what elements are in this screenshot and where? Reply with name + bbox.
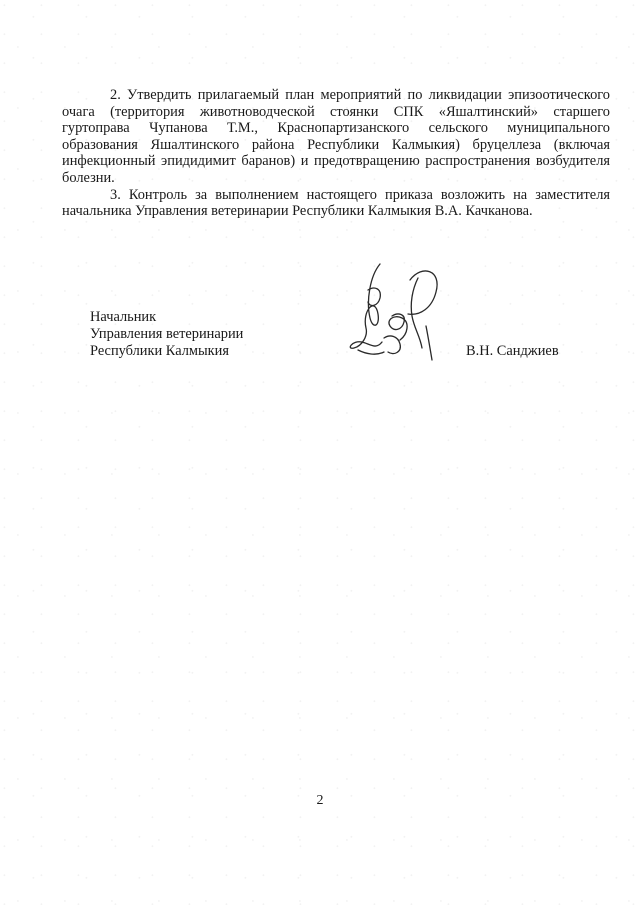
handwritten-signature: [340, 256, 450, 368]
signatory-name: В.Н. Санджиев: [466, 343, 559, 359]
paragraph-item-2: 2. Утвердить прилагаемый план мероприятий по ликвидации эпизоотического очага (территория животноводческой стоянки СПК «Яшалтинский» старшего гуртоправа Чупанова Т.М., Краснопартизанского сельского муниципального образования Яшалтинского района Республики Калмыкия) бруцеллеза (включая инфекционный эпидидимит баранов) и предотвращению распространения возбудителя болезни.: [62, 87, 610, 186]
signatory-title-line: Начальник: [90, 309, 157, 325]
signatory-title-line: Управления ветеринарии: [90, 326, 244, 342]
page-number: 2: [316, 793, 324, 808]
signatory-title: [90, 309, 243, 360]
paragraph-item-3: 3. Контроль за выполнением настоящего приказа возложить на заместителя начальника Управления ветеринарии Республики Калмыкия В.А. Качканова.: [62, 186, 610, 220]
signatory-title-line: Республики Калмыкия: [90, 343, 229, 359]
document-body: [62, 87, 610, 220]
